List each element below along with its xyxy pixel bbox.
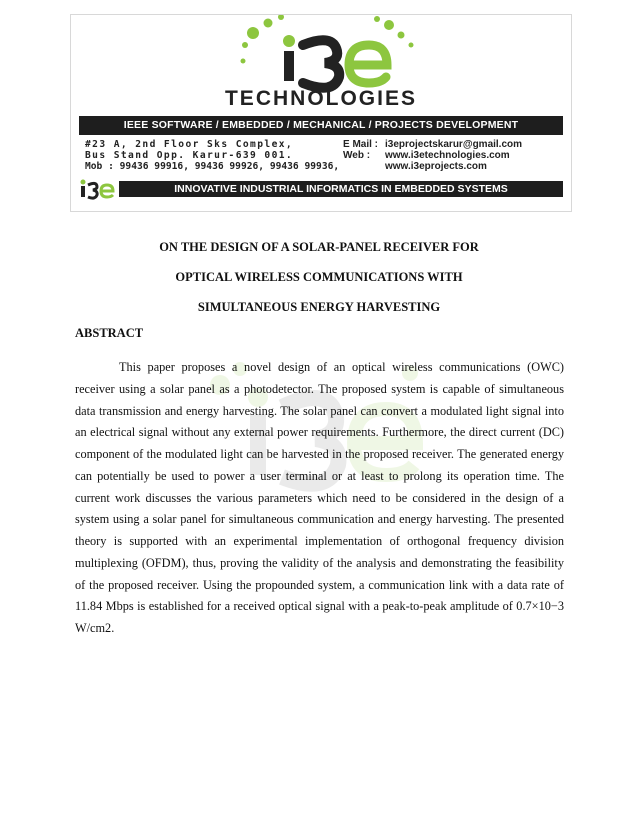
email-address: i3eprojectskarur@gmail.com — [385, 139, 523, 150]
abstract-paragraph — [75, 357, 564, 640]
abstract-text: This paper proposes a novel design of an optical wireless communications (OWC) receiver using a solar panel as a photodetector. The proposed system is capable of simultaneous data transmission and energy harvesting. The solar panel can convert a modulated light signal into an electrical signal without any external power requirements. Furthermore, the direct current (DC) component of the modulated light can be harvested in the proposed receiver. The generated energy can potentially be used to power a user terminal or at least to prolong its operation time. The current work discusses the various parameters which need to be considered in the design of a system using a solar panel for simultaneous communication and energy harvesting. The presented theory is supported with an experimental implementation of orthogonal frequency division multiplexing (OFDM), thus, proving the validity of the analysis and demonstrating the feasibility of the proposed receiver. Using the propounded system, a communication link with a data rate of 11.84 Mbps is established for a received optical signal with a peak-to-peak amplitude of 0.7×10−3 W/cm2. — [75, 360, 564, 635]
website-2: www.i3eprojects.com — [385, 161, 487, 172]
paper-title-line-3: SIMULTANEOUS ENERGY HARVESTING — [197, 300, 441, 314]
paper-title-line-2: OPTICAL WIRELESS COMMUNICATIONS WITH — [175, 270, 463, 284]
address-block — [85, 139, 345, 172]
banner-footer — [79, 178, 563, 200]
bottom-tagline: INNOVATIVE INDUSTRIAL INFORMATICS IN EMBEDDED SYSTEMS — [119, 181, 563, 197]
header-banner — [70, 14, 572, 212]
abstract-heading: ABSTRACT — [75, 326, 144, 340]
address-line-1: #23 A, 2nd Floor Sks Complex, — [85, 139, 294, 150]
email-label: E Mail : — [343, 139, 379, 150]
phone-numbers: Mob : 99436 99916, 99436 99926, 99436 99936, — [85, 161, 340, 172]
address-line-2: Bus Stand Opp. Karur-639 001. — [85, 150, 294, 161]
paper-title-line-1: ON THE DESIGN OF A SOLAR-PANEL RECEIVER FOR — [159, 240, 479, 254]
website-1: www.i3etechnologies.com — [385, 150, 510, 161]
services-tagline: IEEE SOFTWARE / EMBEDDED / MECHANICAL / PROJECTS DEVELOPMENT — [79, 116, 563, 135]
brand-name: TECHNOLOGIES — [224, 87, 417, 110]
i3e-logo — [71, 15, 571, 109]
contact-block — [343, 139, 563, 172]
i3e-mini-logo-icon — [79, 178, 117, 200]
web-label: Web : — [343, 150, 371, 161]
